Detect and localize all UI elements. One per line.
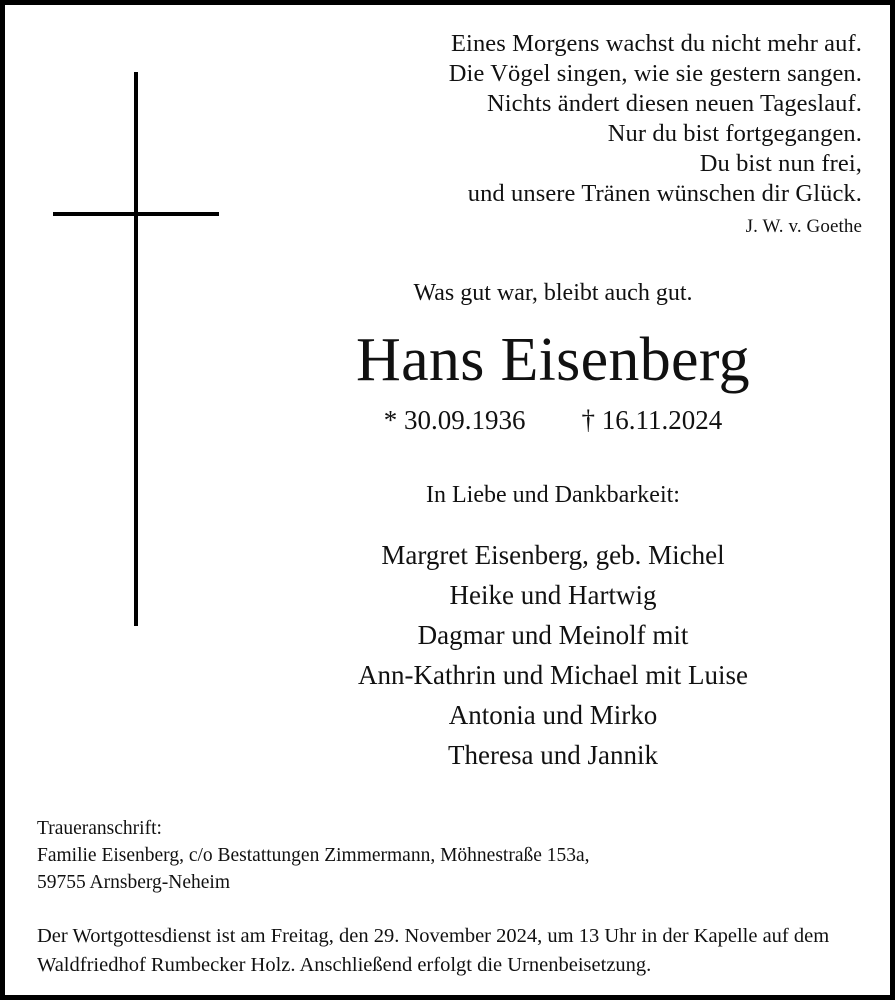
mourning-address — [37, 815, 862, 896]
christian-cross-icon — [53, 72, 225, 632]
footer-block — [37, 815, 862, 980]
family-list — [243, 535, 863, 775]
memorial-block — [243, 277, 863, 775]
service-information: Der Wortgottesdienst ist am Freitag, den 29. November 2024, um 13 Uhr in der Kapelle auf dem Waldfriedhof Rumbecker Holz. Anschließend erfolgt die Urnenbeisetzung. — [37, 925, 830, 976]
poem-block — [342, 29, 862, 239]
address-label: Traueranschrift: — [37, 818, 162, 839]
list-item: Dagmar und Meinolf mit — [417, 620, 689, 650]
list-item: Ann-Kathrin und Michael mit Luise — [358, 660, 748, 690]
list-item: Theresa und Jannik — [448, 740, 658, 770]
poem-line: Eines Morgens wachst du nicht mehr auf. — [450, 30, 862, 57]
list-item: Antonia und Mirko — [448, 700, 658, 730]
address-line-2: 59755 Arnsberg-Neheim — [37, 872, 230, 893]
poem-line: und unsere Tränen wünschen dir Glück. — [467, 180, 862, 207]
poem-line: Nichts ändert diesen neuen Tageslauf. — [486, 90, 862, 117]
death-date — [582, 405, 723, 435]
list-item: Margret Eisenberg, geb. Michel — [381, 540, 725, 570]
cross-vertical-stem — [134, 72, 138, 626]
death-symbol: † — [581, 405, 595, 435]
memorial-motto: Was gut war, bleibt auch gut. — [413, 280, 693, 306]
poem-attribution: J. W. v. Goethe — [745, 216, 862, 237]
life-dates — [243, 403, 863, 437]
address-line-1: Familie Eisenberg, c/o Bestattungen Zimmermann, Möhnestraße 153a, — [37, 845, 590, 866]
birth-symbol: * — [383, 405, 398, 435]
list-item: Heike und Hartwig — [449, 580, 657, 610]
poem-line: Nur du bist fortgegangen. — [607, 120, 862, 147]
poem-line: Du bist nun frei, — [699, 150, 862, 177]
birth-date-value: 30.09.1936 — [404, 405, 526, 435]
dedication-text: In Liebe und Dankbarkeit: — [426, 482, 680, 508]
poem-line: Die Vögel singen, wie sie gestern sangen. — [448, 60, 862, 87]
birth-date — [384, 405, 526, 435]
death-date-value: 16.11.2024 — [601, 405, 723, 435]
deceased-name: Hans Eisenberg — [356, 326, 750, 394]
cross-horizontal-bar — [53, 212, 219, 216]
